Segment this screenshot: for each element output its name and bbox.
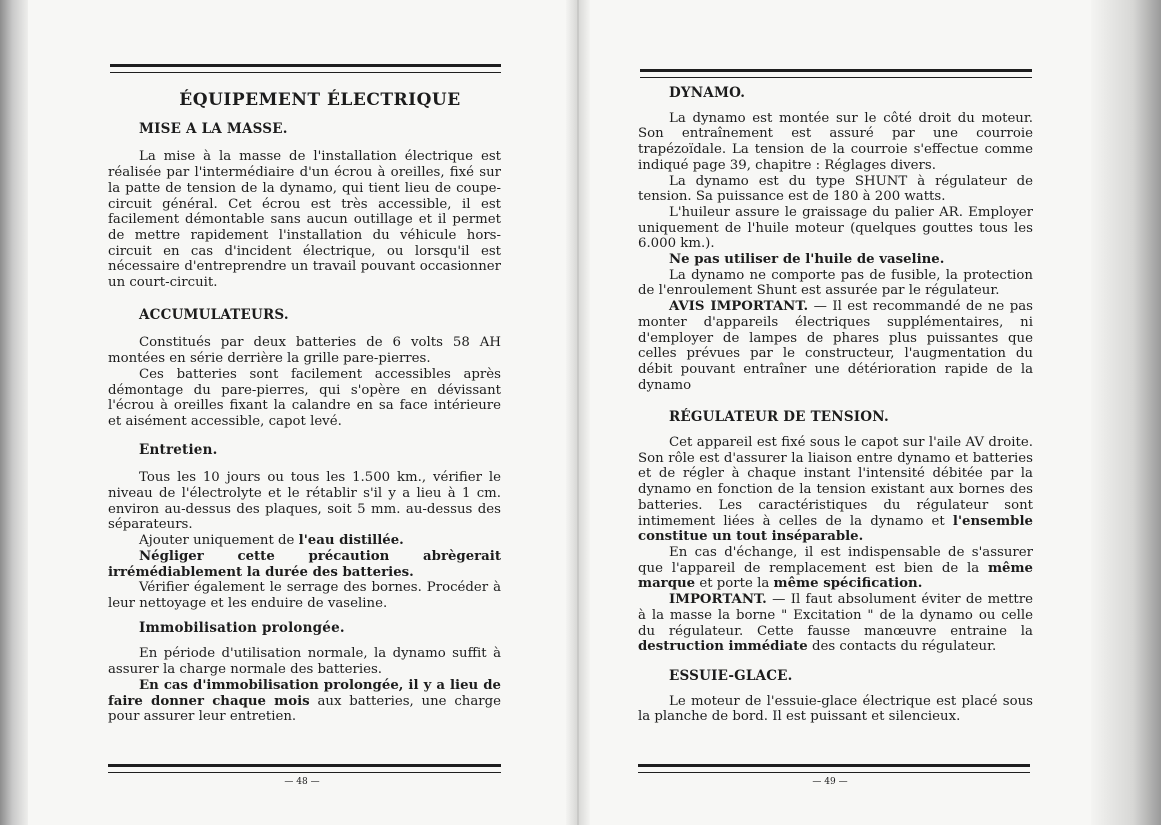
page-title: ÉQUIPEMENT ÉLECTRIQUE: [179, 90, 461, 110]
paragraph: Le moteur de l'essuie-glace électrique est placé sous la planche de bord. Il est puissant et silencieux.: [638, 693, 1033, 725]
text: Ajouter uniquement de: [139, 533, 299, 549]
section-heading-essuie-glace: ESSUIE-GLACE.: [669, 667, 793, 684]
paragraph: En période d'utilisation normale, la dynamo suffit à assurer la charge normale des batteries.: [108, 646, 501, 678]
paragraph: [638, 592, 1033, 655]
text: — Il faut absolument éviter de mettre à la masse la borne " Excitation " de la dynamo ou celle du régulateur. Cette fausse manœuvre entraine la: [638, 592, 1033, 639]
right-bottom-rule: [638, 764, 1030, 773]
paragraph: Ces batteries sont facilement accessibles après démontage du pare-pierres, qui s'opère en dévissant l'écrou à oreilles fixant la calandre en sa face intérieure et aisément accessible, capot levé.: [108, 366, 501, 429]
section-heading-dynamo: DYNAMO.: [669, 85, 746, 101]
page-number: — 49 —: [812, 777, 848, 787]
bold-text: destruction immédiate: [638, 639, 808, 655]
bold-text: l'ensemble constitue un tout inséparable.: [638, 513, 1033, 545]
left-top-rule: [110, 64, 501, 73]
text: Cet appareil est fixé sous le capot sur l'aile AV droite. Son rôle est d'assurer la liaison entre dynamo et batteries et de régler à chaque instant l'intensité débitée par la dynamo en fonction de la tension existant aux bornes des batteries. Les caractéristiques du régulateur sont intimement liées à celles de la dynamo et: [638, 435, 1033, 529]
left-page-edge-shadow: [0, 0, 28, 825]
paragraph: [638, 545, 1033, 592]
bold-text: En cas d'immobilisation prolongée, il y a lieu de faire donner chaque mois: [108, 677, 501, 709]
right-page-edge-shadow: [1091, 0, 1161, 825]
paragraph: Vérifier également le serrage des bornes. Procéder à leur nettoyage et les enduire de vaseline.: [108, 580, 501, 611]
paragraph: Constitués par deux batteries de 6 volts 58 AH montées en série derrière la grille pare-pierres.: [108, 335, 501, 367]
paragraph: [108, 549, 501, 580]
bold-text: Ne pas utiliser de l'huile de vaseline.: [669, 252, 945, 268]
paragraph: [108, 533, 501, 549]
bold-text: AVIS IMPORTANT.: [669, 299, 809, 315]
paragraph: [638, 435, 1033, 545]
bold-text: l'eau distillée.: [298, 533, 404, 549]
paragraph: Tous les 10 jours ou tous les 1.500 km., vérifier le niveau de l'électrolyte et le rétablir s'il y a lieu à 1 cm. environ au-dessus des plaques, soit 5 mm. au-dessus des séparateurs.: [108, 470, 501, 533]
paragraph: [638, 252, 1033, 268]
text: aux batteries, une charge pour assurer leur entretien.: [108, 693, 501, 725]
paragraph: La dynamo est montée sur le côté droit du moteur. Son entraînement est assuré par une courroie trapézoïdale. La tension de la courroie s'effectue comme indiqué page 39, chapitre : Réglages divers.: [638, 110, 1033, 173]
text: des contacts du régulateur.: [807, 639, 997, 655]
section-heading-immobilisation: Immobilisation prolongée.: [139, 619, 345, 636]
section-heading-entretien: Entretien.: [139, 441, 218, 458]
paragraph: [108, 678, 501, 725]
right-top-rule: [640, 69, 1032, 78]
right-page-text: [638, 86, 1033, 725]
text: En cas d'échange, il est indispensable de s'assurer que l'appareil de remplacement est bien de la: [638, 544, 1033, 576]
paragraph: La dynamo est du type SHUNT à régulateur de tension. Sa puissance est de 180 à 200 watts.: [638, 173, 1033, 205]
text: et porte la: [695, 576, 774, 592]
text: — Il est recommandé de ne pas monter d'appareils électriques supplémentaires, ni d'employer de lampes de phares plus puissantes que celles prévues par le constructeur, l'augmentation du débit pouvant entraîner une détérioration rapide de la dynamo: [638, 299, 1033, 393]
paragraph: L'huileur assure le graissage du palier AR. Employer uniquement de l'huile moteur (quelques gouttes tous les 6.000 km.).: [638, 204, 1033, 252]
left-page-text: [108, 90, 501, 725]
bold-text: Négliger cette précaution abrègerait irrémédiablement la durée des batteries.: [108, 548, 501, 580]
section-heading-mise-a-la-masse: MISE A LA MASSE.: [139, 120, 288, 137]
page-number: — 48 —: [284, 777, 320, 787]
paragraph: La dynamo ne comporte pas de fusible, la protection de l'enroulement Shunt est assurée par le régulateur.: [638, 267, 1033, 299]
book-gutter: [566, 0, 590, 825]
bold-text: même marque: [638, 560, 1033, 592]
section-heading-regulateur: RÉGULATEUR DE TENSION.: [669, 409, 889, 426]
bold-text: IMPORTANT.: [669, 592, 767, 608]
left-bottom-rule: [108, 764, 501, 773]
paragraph: [638, 299, 1033, 393]
bold-text: même spécification.: [773, 576, 923, 592]
section-heading-accumulateurs: ACCUMULATEURS.: [139, 306, 289, 323]
paragraph: La mise à la masse de l'installation électrique est réalisée par l'intermédiaire d'un écrou à oreilles, fixé sur la patte de tension de la dynamo, qui tient lieu de coupe-circuit général. Cet écrou est très accessible, il est facilement démontable sans aucun outillage et il permet de mettre rapidement l'installation du véhicule hors-circuit en cas d'incident électrique, ou lorsqu'il est nécessaire d'entreprendre un travail pouvant occasionner un court-circuit.: [108, 149, 501, 291]
